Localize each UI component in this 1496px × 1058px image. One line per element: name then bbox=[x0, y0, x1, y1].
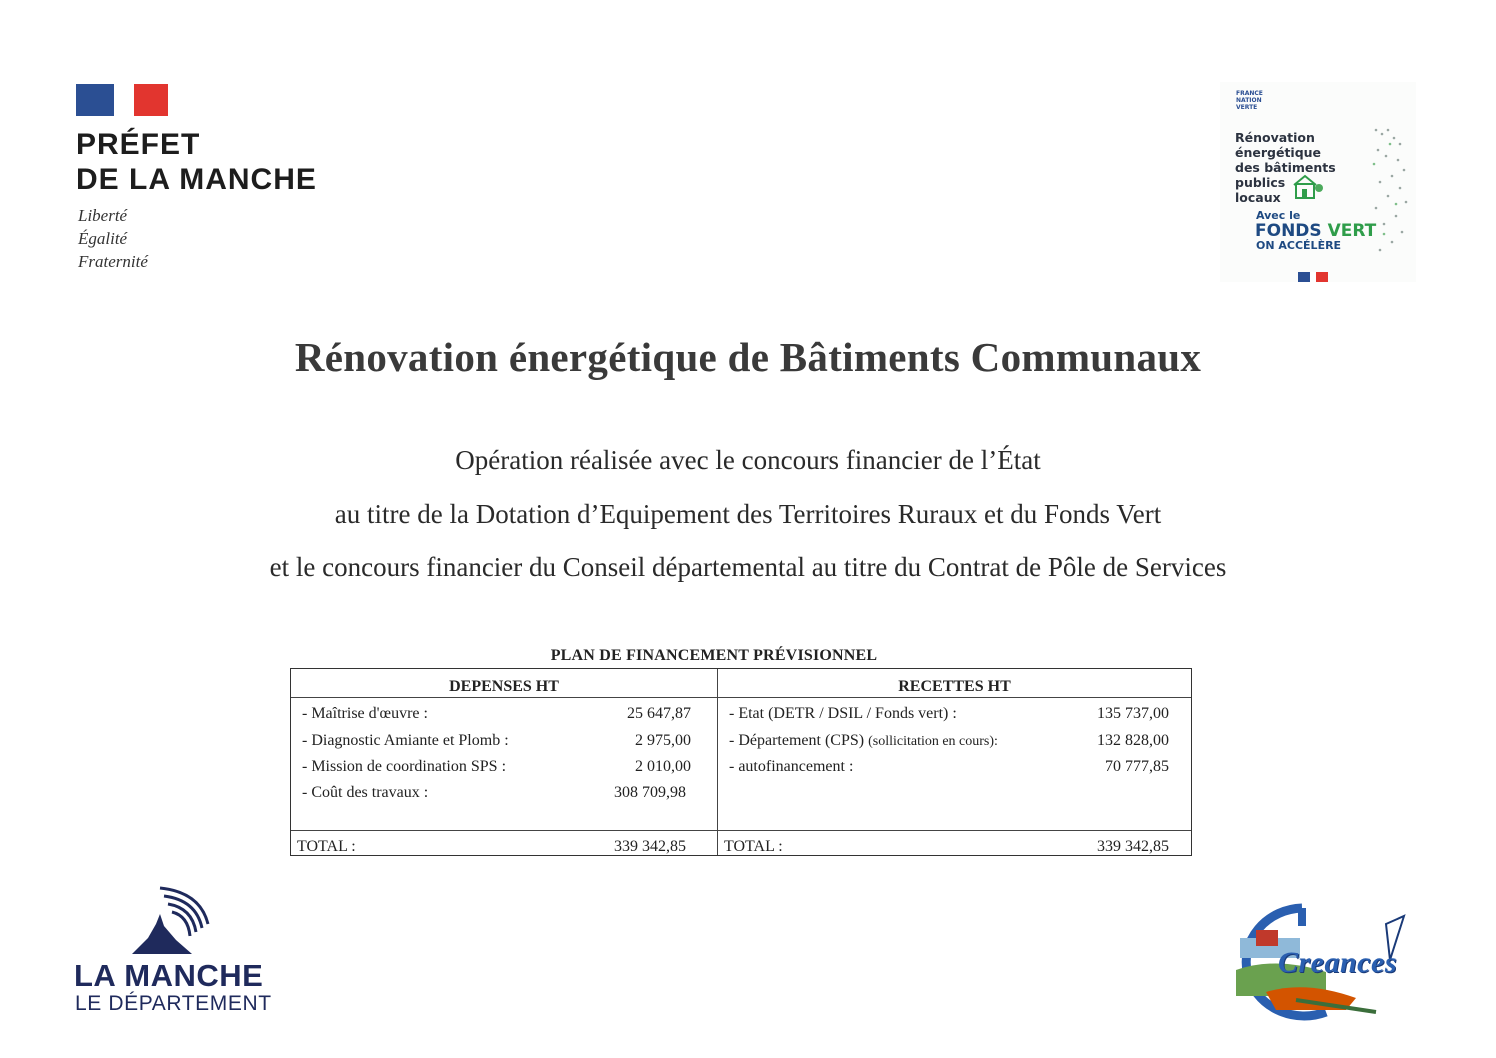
motto-egalite: Égalité bbox=[78, 229, 128, 248]
fv-text-line-5: locaux bbox=[1235, 190, 1281, 205]
fonds-vert-title bbox=[1255, 221, 1376, 241]
le-departement-label: LE DÉPARTEMENT bbox=[75, 992, 272, 1015]
fv-text-line-4: publics bbox=[1235, 175, 1286, 190]
motto-liberte: Liberté bbox=[78, 206, 128, 225]
vert-word: VERT bbox=[1327, 221, 1377, 241]
depense-label: - Maîtrise d'œuvre : bbox=[302, 705, 428, 722]
mont-saint-michel-icon bbox=[130, 884, 220, 956]
subtitle-line-1: Opération réalisée avec le concours financier de l’État bbox=[455, 445, 1041, 475]
france-nation-verte-label: FRANCE NATION VERTE bbox=[1236, 90, 1263, 111]
depense-label: - Mission de coordination SPS : bbox=[302, 758, 507, 775]
creances-logo bbox=[1206, 900, 1416, 1024]
prefet-line-1: PRÉFET bbox=[76, 128, 201, 161]
flag-white-band bbox=[114, 84, 134, 116]
recette-label-main: - Département (CPS) bbox=[729, 732, 865, 749]
header-divider bbox=[291, 697, 1191, 698]
subtitle-line-3: et le concours financier du Conseil départemental au titre du Contrat de Pôle de Services bbox=[269, 552, 1227, 582]
dotted-pattern-icon bbox=[1370, 124, 1412, 264]
la-manche-logo bbox=[74, 884, 284, 1024]
depense-amount: 2 010,00 bbox=[635, 758, 691, 775]
depenses-total-amount: 339 342,85 bbox=[614, 838, 686, 855]
fv-text-line-1: Rénovation bbox=[1235, 130, 1315, 145]
recette-label: - Etat (DETR / DSIL / Fonds vert) : bbox=[729, 705, 957, 722]
fv-text-line-3: des bâtiments bbox=[1235, 160, 1336, 175]
building-plant-icon bbox=[1292, 174, 1324, 200]
recette-label: - autofinancement : bbox=[729, 758, 854, 775]
creances-name: Creances bbox=[1278, 946, 1397, 979]
recette-amount: 70 777,85 bbox=[1105, 758, 1169, 775]
fv-text-line-2: énergétique bbox=[1235, 145, 1322, 160]
financing-table bbox=[290, 668, 1192, 856]
page-title: Rénovation énergétique de Bâtiments Communaux bbox=[294, 334, 1202, 380]
recette-amount: 132 828,00 bbox=[1097, 732, 1169, 749]
depenses-header: DEPENSES HT bbox=[449, 678, 559, 695]
depense-label: - Coût des travaux : bbox=[302, 784, 429, 801]
total-divider bbox=[291, 830, 1191, 831]
depense-amount: 308 709,98 bbox=[614, 784, 686, 801]
subtitle-line-2: au titre de la Dotation d’Equipement des Territoires Ruraux et du Fonds Vert bbox=[334, 499, 1162, 529]
prefet-line-2: DE LA MANCHE bbox=[76, 163, 317, 196]
recettes-header: RECETTES HT bbox=[898, 678, 1011, 695]
fonds-word: FONDS bbox=[1255, 221, 1322, 241]
la-manche-name: LA MANCHE bbox=[74, 958, 264, 993]
mini-flag-red bbox=[1316, 272, 1328, 282]
motto-fraternite: Fraternité bbox=[78, 252, 148, 271]
plan-title: PLAN DE FINANCEMENT PRÉVISIONNEL bbox=[550, 647, 878, 664]
mini-flag-blue bbox=[1298, 272, 1310, 282]
depense-amount: 2 975,00 bbox=[635, 732, 691, 749]
fonds-vert-description bbox=[1235, 130, 1345, 205]
flag-red-band bbox=[134, 84, 168, 116]
flag-blue-band bbox=[76, 84, 114, 116]
depense-amount: 25 647,87 bbox=[627, 705, 691, 722]
depense-label: - Diagnostic Amiante et Plomb : bbox=[302, 732, 509, 749]
fonds-vert-badge bbox=[1220, 82, 1416, 282]
fonds-vert-avec-le: Avec le bbox=[1256, 209, 1301, 222]
fonds-vert-on-accelere: ON ACCÉLÈRE bbox=[1256, 239, 1342, 252]
recette-label bbox=[729, 732, 998, 750]
depenses-total-label: TOTAL : bbox=[297, 838, 356, 855]
recettes-total-amount: 339 342,85 bbox=[1097, 838, 1169, 855]
prefet-logo bbox=[76, 84, 376, 284]
recette-label-note: (sollicitation en cours): bbox=[868, 734, 998, 749]
recettes-total-label: TOTAL : bbox=[724, 838, 783, 855]
recette-amount: 135 737,00 bbox=[1097, 705, 1169, 722]
